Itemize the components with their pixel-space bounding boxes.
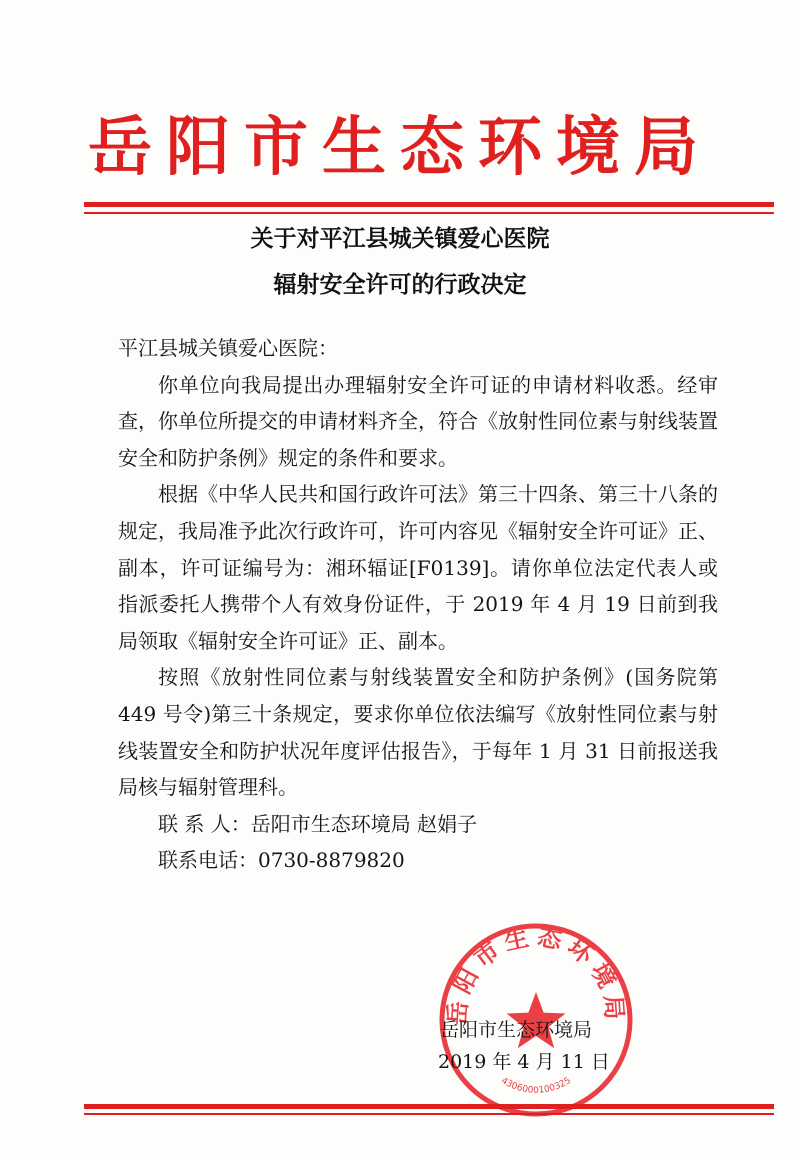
document-body	[118, 330, 718, 879]
letterhead-rule-thick	[84, 202, 774, 207]
paragraph-permit-decision: 根据《中华人民共和国行政许可法》第三十四条、第三十八条的规定，我局准予此次行政许可，许可内容见《辐射安全许可证》正、副本，许可证编号为：湘环辐证[F0139]。请你单位法定代表人或指派委托人携带个人有效身份证件，于 2019 年 4 月 19 日前到我局领取《辐射安全许可证》正、副本。	[118, 482, 718, 653]
contact-phone: 联系电话：0730-8879820	[158, 848, 405, 873]
signature-block	[420, 1014, 660, 1078]
paragraph-application: 你单位向我局提出办理辐射安全许可证的申请材料收悉。经审查，你单位所提交的申请材料齐全，符合《放射性同位素与射线装置安全和防护条例》规定的条件和要求。	[118, 372, 718, 470]
document-title-line-1: 关于对平江县城关镇爱心医院	[250, 226, 550, 252]
document-title-line-2: 辐射安全许可的行政决定	[273, 272, 527, 298]
footer-rule-thin	[84, 1113, 774, 1115]
seal-code: 4306000100325	[499, 1075, 573, 1096]
letterhead-title: 岳阳市生态环境局	[88, 111, 712, 185]
footer-rule-thick	[84, 1104, 774, 1109]
signature-date: 2019 年 4 月 11 日	[438, 1051, 610, 1073]
salutation: 平江县城关镇爱心医院：	[118, 336, 338, 360]
contact-person: 联 系 人：岳阳市生态环境局 赵娟子	[158, 811, 478, 836]
letterhead-rule-thin	[84, 212, 774, 214]
signature-organization: 岳阳市生态环境局	[440, 1019, 593, 1041]
paragraph-annual-report: 按照《放射性同位素与射线装置安全和防护条例》(国务院第 449 号令)第三十条规定，要求你单位依法编写《放射性同位素与射线装置安全和防护状况年度评估报告》，于每年 1 月 31 日前报送我局核与辐射管理科。	[118, 665, 718, 800]
seal-arc-text: 岳阳市生态环境局	[443, 922, 629, 1027]
